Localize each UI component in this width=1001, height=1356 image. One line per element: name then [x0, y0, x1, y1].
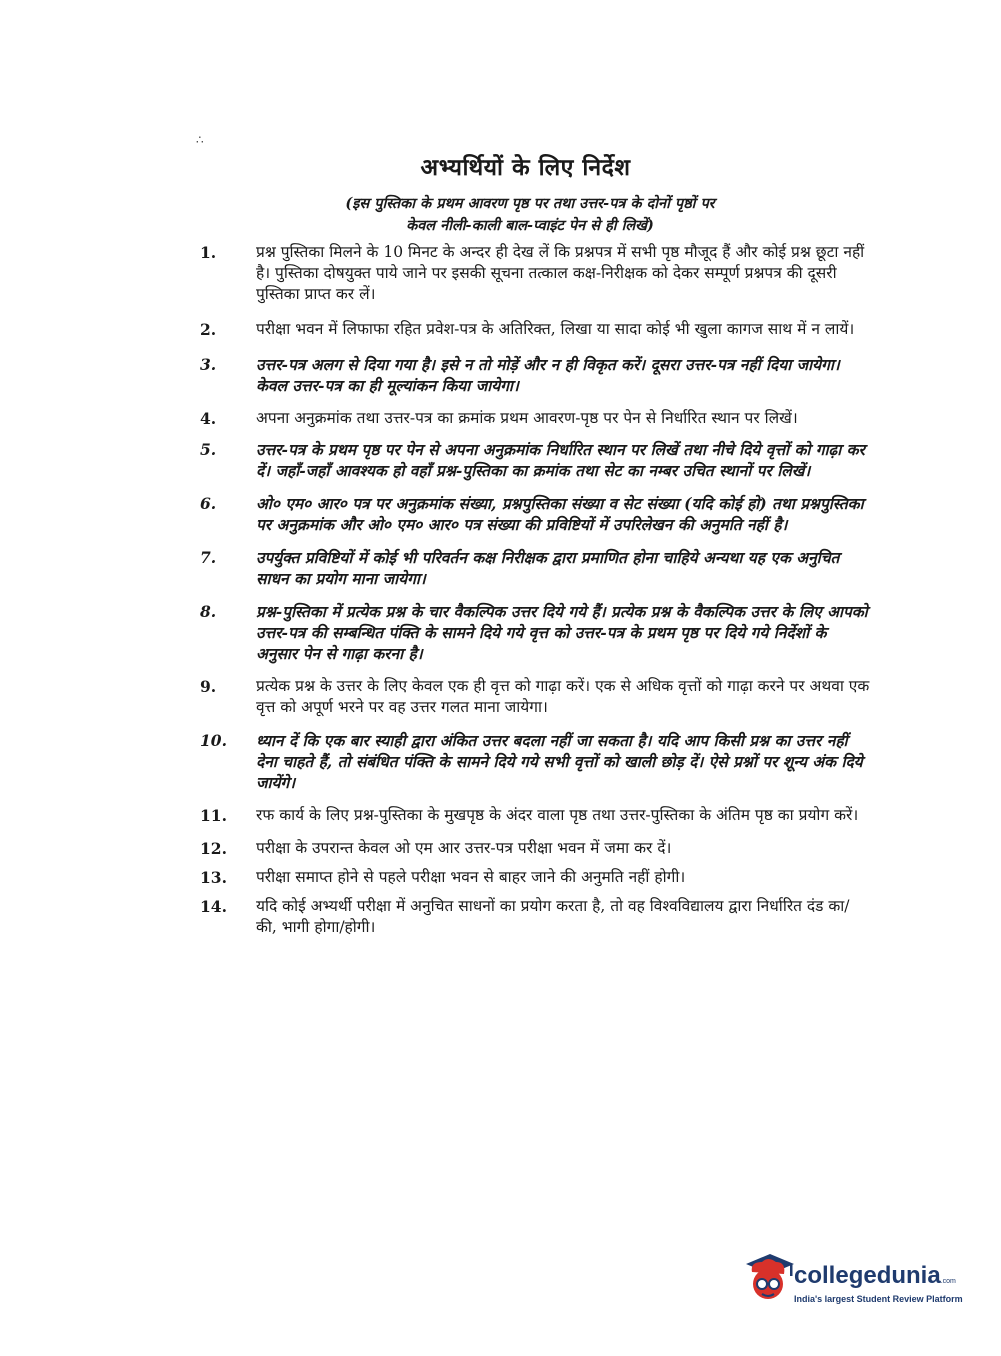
instruction-item — [200, 493, 870, 535]
instruction-number: 10. — [200, 731, 227, 750]
instruction-item — [200, 354, 870, 396]
collegedunia-logo — [740, 1250, 970, 1320]
instruction-item — [200, 867, 870, 888]
instruction-text: प्रत्येक प्रश्न के उत्तर के लिए केवल एक ही वृत्त को गाढ़ा करें। एक से अधिक वृत्तों को गाढ़ा करने पर अथवा एक वृत्त को अपूर्ण भरने पर वह उत्तर गलत माना जायेगा। — [256, 677, 870, 716]
instruction-number: 2. — [200, 320, 217, 339]
instruction-number: 12. — [200, 839, 227, 858]
instruction-text: ओ० एम० आर० पत्र पर अनुक्रमांक संख्या, प्रश्नपुस्तिका संख्या व सेट संख्या (यदि कोई हो) तथा प्रश्नपुस्तिका पर अनुक्रमांक और ओ० एम० आर० पत्र संख्या की प्रविष्टियों में उपरिलेखन की अनुमति नहीं है। — [256, 494, 864, 534]
instruction-item — [200, 319, 870, 340]
instruction-item — [200, 896, 870, 938]
instruction-number: 11. — [200, 806, 227, 825]
page-title: अभ्यर्थियों के लिए निर्देश — [420, 154, 631, 181]
instruction-number: 7. — [200, 548, 217, 567]
instruction-text: रफ कार्य के लिए प्रश्न-पुस्तिका के मुखपृष्ठ के अंदर वाला पृष्ठ तथा उत्तर-पुस्तिका के अंतिम पृष्ठ का प्रयोग करें। — [256, 806, 859, 824]
instruction-item — [200, 676, 870, 718]
instruction-number: 6. — [200, 494, 217, 513]
instruction-item — [200, 242, 870, 305]
instruction-number: 14. — [200, 897, 227, 916]
instruction-text: यदि कोई अभ्यर्थी परीक्षा में अनुचित साधनों का प्रयोग करता है, तो वह विश्वविद्यालय द्वारा निर्धारित दंड का/की, भागी होगा/होगी। — [256, 897, 850, 936]
instruction-item — [200, 805, 870, 826]
instruction-text: ध्यान दें कि एक बार स्याही द्वारा अंकित उत्तर बदला नहीं जा सकता है। यदि आप किसी प्रश्न का उत्तर नहीं देना चाहते हैं, तो संबंधित पंक्ति के सामने दिये गये सभी वृत्तों को खाली छोड़ दें। ऐसे प्रश्नों पर शून्य अंक दिये जायेंगे। — [256, 731, 863, 792]
instruction-item — [200, 408, 870, 429]
instruction-number: 13. — [200, 868, 227, 887]
instruction-text: अपना अनुक्रमांक तथा उत्तर-पत्र का क्रमांक प्रथम आवरण-पृष्ठ पर पेन से निर्धारित स्थान पर लिखें। — [256, 409, 798, 427]
instruction-item — [200, 838, 870, 859]
subtitle-line: केवल नीली-काली बाल-प्वाइंट पेन से ही लिखें) — [406, 217, 654, 234]
instruction-text: प्रश्न पुस्तिका मिलने के 10 मिनट के अन्दर ही देख लें कि प्रश्नपत्र में सभी पृष्ठ मौजूद हैं और कोई प्रश्न छूटा नहीं है। पुस्तिका दोषयुक्त पाये जाने पर इसकी सूचना तत्काल कक्ष-निरीक्षक को देकर सम्पूर्ण प्रश्नपत्र की दूसरी पुस्तिका प्राप्त कर लें। — [256, 243, 865, 303]
instruction-text: प्रश्न-पुस्तिका में प्रत्येक प्रश्न के चार वैकल्पिक उत्तर दिये गये हैं। प्रत्येक प्रश्न के वैकल्पिक उत्तर के लिए आपको उत्तर-पत्र की सम्बन्धित पंक्ति के सामने दिये गये वृत्त को उत्तर-पत्र के प्रथम पृष्ठ पर दिये गये निर्देशों के अनुसार पेन से गाढ़ा करना है। — [256, 602, 868, 663]
instruction-number: 5. — [200, 440, 217, 459]
instruction-number: 4. — [200, 409, 217, 428]
instruction-item — [200, 730, 870, 793]
logo-suffix: .com — [940, 1278, 956, 1285]
instruction-text: परीक्षा के उपरान्त केवल ओ एम आर उत्तर-पत्र परीक्षा भवन में जमा कर दें। — [256, 839, 672, 857]
logo-name-text: collegedunia — [794, 1262, 941, 1289]
instruction-number: 9. — [200, 677, 217, 696]
logo-wordmark — [794, 1262, 956, 1290]
instruction-item — [200, 547, 870, 589]
instruction-text: उपर्युक्त प्रविष्टियों में कोई भी परिवर्तन कक्ष निरीक्षक द्वारा प्रमाणित होना चाहिये अन्यथा यह एक अनुचित साधन का प्रयोग माना जायेगा। — [256, 548, 840, 588]
instruction-number: 8. — [200, 602, 217, 621]
instruction-text: परीक्षा समाप्त होने से पहले परीक्षा भवन से बाहर जाने की अनुमति नहीं होगी। — [256, 868, 686, 886]
instruction-text: उत्तर-पत्र के प्रथम पृष्ठ पर पेन से अपना अनुक्रमांक निर्धारित स्थान पर लिखें तथा नीचे दिये वृत्तों को गाढ़ा कर दें। जहाँ-जहाँ आवश्यक हो वहाँ प्रश्न-पुस्तिका का क्रमांक तथा सेट का नम्बर उचित स्थानों पर लिखें। — [256, 440, 865, 480]
instruction-number: 1. — [200, 243, 217, 262]
instruction-list — [200, 242, 870, 938]
student-avatar-icon — [740, 1250, 796, 1306]
subtitle-line: (इस पुस्तिका के प्रथम आवरण पृष्ठ पर तथा उत्तर-पत्र के दोनों पृष्ठों पर — [345, 195, 715, 212]
instruction-number: 3. — [200, 355, 217, 374]
instruction-item — [200, 439, 870, 481]
instruction-text: परीक्षा भवन में लिफाफा रहित प्रवेश-पत्र के अतिरिक्त, लिखा या सादा कोई भी खुला कागज साथ में न लायें। — [256, 320, 855, 338]
instruction-text: उत्तर-पत्र अलग से दिया गया है। इसे न तो मोड़ें और न ही विकृत करें। दूसरा उत्तर-पत्र नहीं दिया जायेगा। केवल उत्तर-पत्र का ही मूल्यांकन किया जायेगा। — [256, 355, 840, 395]
page-subtitle — [250, 193, 810, 237]
corner-mark: ∴ — [196, 133, 204, 147]
instruction-item — [200, 601, 870, 664]
logo-tagline: India's largest Student Review Platform — [794, 1294, 963, 1304]
